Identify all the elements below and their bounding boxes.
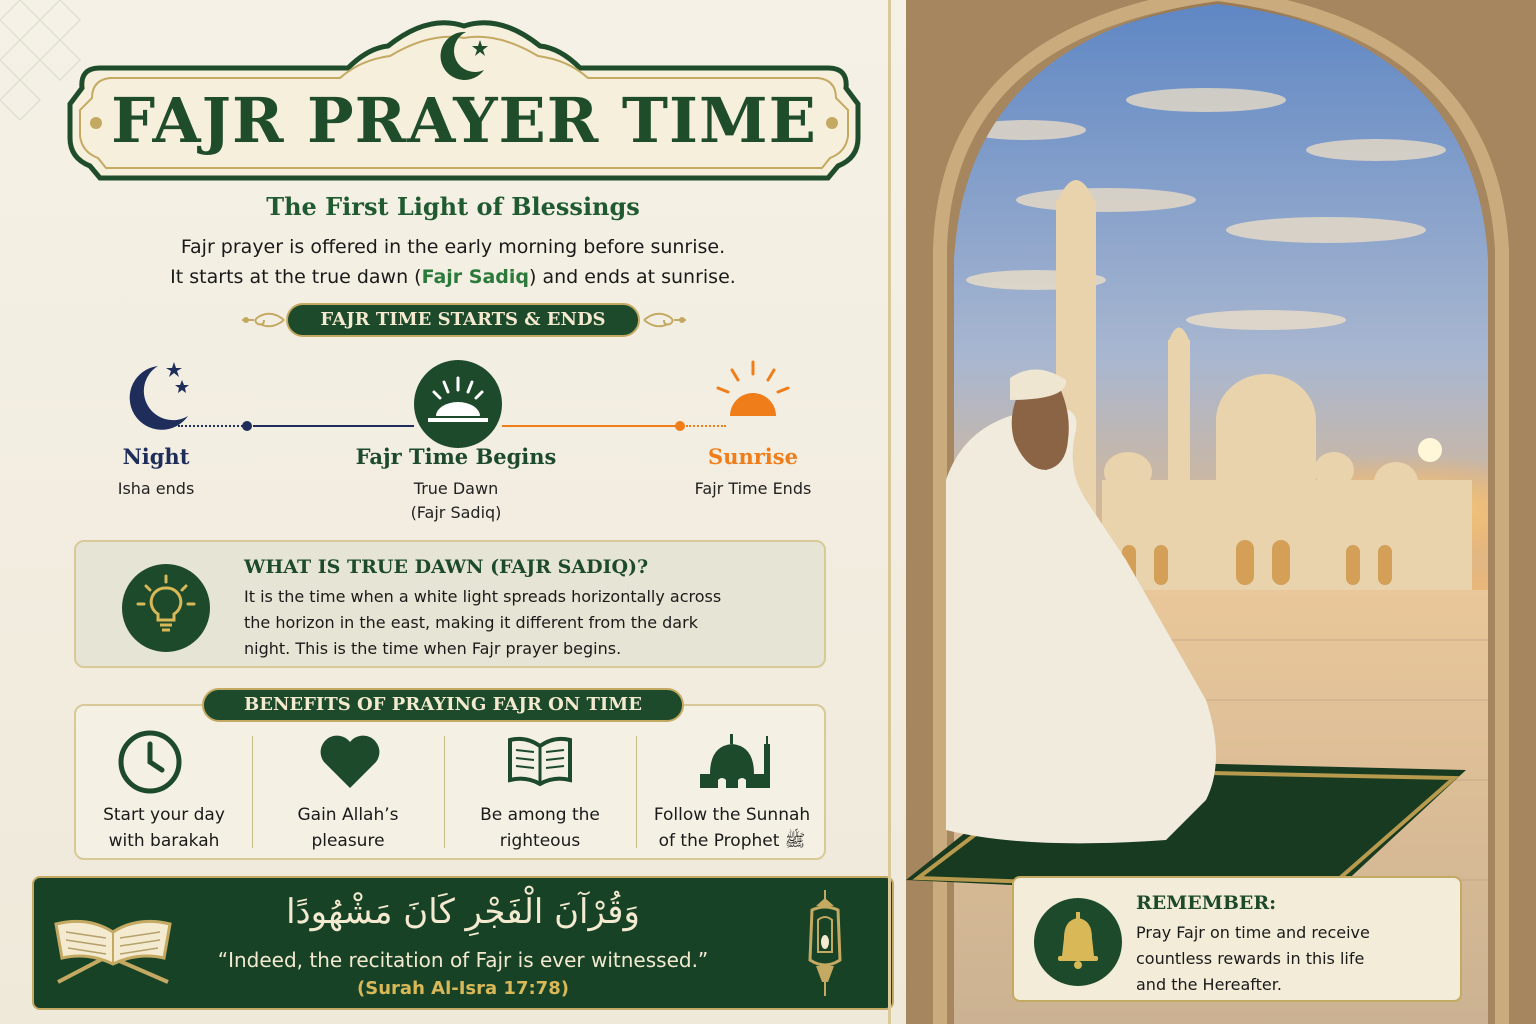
left-flourish-ornament [238, 306, 286, 334]
dawn-sunrise-icon [414, 360, 502, 448]
timeline-night-dot [240, 419, 254, 433]
moon-stars-icon [118, 358, 194, 434]
remember-body [1136, 920, 1446, 998]
quran-verse-box [32, 876, 894, 1010]
benefit-barakah-label [76, 802, 252, 854]
mosque-photo [906, 0, 1536, 1024]
intro-line-2 [0, 262, 906, 292]
true-dawn-line-1: It is the time when a white light spreads horizontally across [244, 587, 722, 606]
true-dawn-label: True Dawn [413, 479, 499, 498]
benefit-sunnah [636, 706, 828, 862]
benefit-sunnah-label [636, 802, 828, 854]
timeline-sunrise-dotted-line [686, 425, 726, 427]
benefit-righteous [444, 706, 636, 862]
benefit-pleasure [252, 706, 444, 862]
mosque-icon [696, 730, 776, 792]
benefit-pleasure-line-2: pleasure [311, 831, 385, 851]
title-banner [60, 18, 868, 190]
benefit-sunnah-line-2: of the Prophet ﷺ [658, 831, 806, 851]
heart-icon [318, 732, 382, 790]
benefit-sunnah-line-1: Follow the Sunnah [653, 805, 811, 825]
benefits-box [74, 704, 826, 860]
benefits-header: BENEFITS OF PRAYING FAJR ON TIME [202, 688, 684, 722]
page-title: FAJR PRAYER TIME [111, 84, 817, 157]
true-dawn-line-3: night. This is the time when Fajr prayer begins. [244, 639, 622, 658]
timeline-sunrise [672, 444, 834, 501]
benefit-righteous-line-2: righteous [499, 831, 581, 851]
remember-title: REMEMBER: [1136, 892, 1277, 914]
remember-line-1: Pray Fajr on time and receive [1136, 923, 1370, 942]
true-dawn-box [74, 540, 826, 668]
intro-text [0, 232, 906, 292]
true-dawn-body [244, 584, 804, 662]
benefit-barakah [76, 706, 252, 862]
timeline-fajr-begins [340, 444, 572, 525]
timeline-night [86, 444, 226, 501]
verse-reference: (Surah Al-Isra 17:78) [357, 978, 569, 999]
right-flourish-ornament [642, 306, 690, 334]
intro-line-2-end: ) and ends at sunrise. [529, 266, 736, 288]
night-subtitle: Isha ends [117, 479, 195, 498]
benefit-pleasure-label [252, 802, 444, 854]
open-book-icon [504, 734, 576, 790]
true-dawn-line-2: the horizon in the east, making it different from the dark [244, 613, 698, 632]
true-dawn-title: WHAT IS TRUE DAWN (FAJR SADIQ)? [244, 556, 649, 578]
clock-icon [116, 728, 184, 796]
bell-icon [1034, 898, 1122, 986]
timeline-sunrise-dot [673, 419, 687, 433]
benefit-barakah-line-2: with barakah [108, 831, 220, 851]
subtitle: The First Light of Blessings [266, 192, 640, 221]
night-title: Night [122, 444, 190, 469]
panel-divider [888, 0, 891, 1024]
lantern-icon [804, 890, 846, 998]
fajr-sadiq-label: (Fajr Sadiq) [410, 503, 502, 522]
fajr-begins-title: Fajr Time Begins [355, 444, 557, 469]
remember-line-3: and the Hereafter. [1136, 975, 1282, 994]
sun-icon [714, 358, 792, 420]
timeline-solid-line [254, 425, 414, 427]
sunrise-subtitle: Fajr Time Ends [694, 479, 812, 498]
lightbulb-icon [122, 564, 210, 652]
remember-box [1012, 876, 1462, 1002]
benefit-pleasure-line-1: Gain Allah’s [297, 805, 399, 825]
fajr-begins-sub [340, 477, 572, 525]
benefit-barakah-line-1: Start your day [103, 805, 225, 825]
benefit-righteous-line-1: Be among the [480, 805, 600, 825]
mosque-scene-illustration [906, 0, 1536, 1024]
remember-line-2: countless rewards in this life [1136, 949, 1365, 968]
intro-line-2-start: It starts at the true dawn ( [170, 266, 422, 288]
timeline-orange-line [502, 425, 680, 427]
verse-translation: “Indeed, the recitation of Fajr is ever witnessed.” [217, 948, 709, 972]
sunrise-title: Sunrise [708, 444, 798, 469]
crescent-star-icon [434, 26, 494, 86]
benefit-righteous-label [444, 802, 636, 854]
verse-arabic: وَقُرْآنَ الْفَجْرِ كَانَ مَشْهُودًا [286, 892, 640, 932]
starts-ends-header: FAJR TIME STARTS & ENDS [286, 303, 640, 337]
fajr-sadiq-highlight: Fajr Sadiq [421, 266, 529, 288]
intro-line-1: Fajr prayer is offered in the early morning before sunrise. [180, 236, 726, 258]
